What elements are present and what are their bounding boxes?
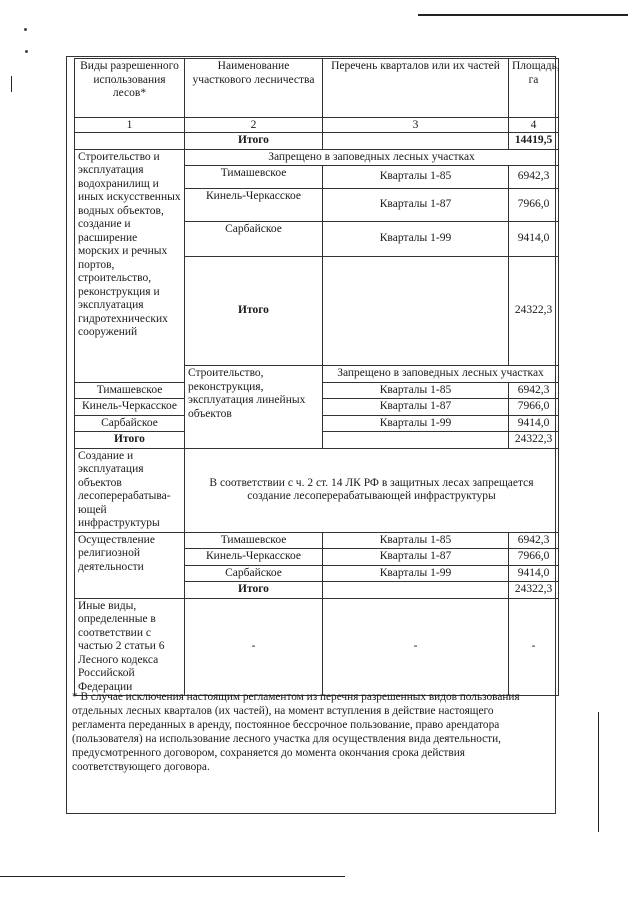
area-value: 9414,0 — [509, 565, 559, 582]
header-use-type: Виды разрешенного использования лесов* — [75, 59, 185, 118]
scan-dot — [24, 28, 27, 31]
total-label: Итого — [75, 432, 185, 449]
table-row — [75, 532, 559, 549]
area-value: 6942,3 — [509, 382, 559, 399]
table-header-row — [75, 59, 559, 118]
top-total-row — [75, 133, 559, 150]
area-value: 9414,0 — [509, 415, 559, 432]
area-value: 6942,3 — [509, 532, 559, 549]
forestry-name: Кинель-Черкасское — [185, 549, 323, 566]
total-value: 24322,3 — [509, 257, 559, 366]
scan-edge-bottom-left — [0, 876, 345, 877]
quarters: Кварталы 1-87 — [323, 399, 509, 416]
scan-edge-left — [11, 76, 12, 92]
forestry-name: Кинель-Черкасское — [75, 399, 185, 416]
forestry-name: Тимашевское — [75, 382, 185, 399]
section-4-type: Осуществление религиозной деятельности — [75, 532, 185, 598]
scan-edge-right — [598, 712, 599, 832]
quarters: Кварталы 1-87 — [323, 549, 509, 566]
section-1-banner-row — [75, 149, 559, 166]
dash-cell: - — [185, 598, 323, 696]
section-1-banner: Запрещено в заповедных лесных участках — [185, 149, 559, 166]
column-number-row — [75, 118, 559, 133]
col-number: 1 — [75, 118, 185, 133]
header-area: Площадь, га — [509, 59, 559, 118]
regulation-table — [74, 58, 559, 696]
quarters: Кварталы 1-85 — [323, 382, 509, 399]
total-label: Итого — [185, 582, 323, 599]
quarters: Кварталы 1-85 — [323, 166, 509, 189]
quarters: Кварталы 1-99 — [323, 415, 509, 432]
total-label: Итого — [185, 257, 323, 366]
section-2-type: Строительство, реконструкция, эксплуатация линейных объектов — [185, 366, 323, 449]
section-3-text: В соответствии с ч. 2 ст. 14 ЛК РФ в защитных лесах запрещается создание лесоперерабатывающей инфраструктуры — [185, 448, 559, 532]
area-value: 9414,0 — [509, 222, 559, 257]
header-quarters: Перечень кварталов или их частей — [323, 59, 509, 118]
total-label: Итого — [185, 133, 323, 150]
forestry-name: Тимашевское — [185, 166, 323, 189]
area-value: 6942,3 — [509, 166, 559, 189]
col-number: 3 — [323, 118, 509, 133]
area-value: 7966,0 — [509, 189, 559, 222]
forestry-name: Сарбайское — [185, 222, 323, 257]
scan-edge-top-right — [418, 14, 628, 16]
col-number: 2 — [185, 118, 323, 133]
total-value: 14419,5 — [509, 133, 559, 150]
quarters: Кварталы 1-87 — [323, 189, 509, 222]
total-value: 24322,3 — [509, 582, 559, 599]
quarters: Кварталы 1-99 — [323, 565, 509, 582]
dash-cell: - — [509, 598, 559, 696]
area-value: 7966,0 — [509, 399, 559, 416]
area-value: 7966,0 — [509, 549, 559, 566]
col-number: 4 — [509, 118, 559, 133]
section-3-row — [75, 448, 559, 532]
section-5-type: Иные виды, определенные в соответствии с частью 2 статьи 6 Лесного кодекса Российской Федерации — [75, 598, 185, 696]
total-value: 24322,3 — [509, 432, 559, 449]
section-5-row — [75, 598, 559, 696]
forestry-name: Тимашевское — [185, 532, 323, 549]
section-2-banner: Запрещено в заповедных лесных участках — [323, 366, 559, 383]
section-3-type: Создание и эксплуатация объектов лесоперерабатыва-ющей инфраструктуры — [75, 448, 185, 532]
header-forestry: Наименование участкового лесничества — [185, 59, 323, 118]
forestry-name: Сарбайское — [185, 565, 323, 582]
quarters: Кварталы 1-99 — [323, 222, 509, 257]
footnote: * В случае исключения настоящим регламентом из перечня разрешенных видов пользования отдельных лесных кварталов (их частей), на момент вступления в действие настоящего регламента переданных в аренду, постоянное бессрочное пользование, право арендатора (пользователя) на использование лесного участка для осуществления вида деятельности, предусмотренного договором, сохраняется до момента окончания срока действия соответствующего договора. — [72, 691, 520, 773]
quarters: Кварталы 1-85 — [323, 532, 509, 549]
scan-dot — [25, 50, 28, 53]
forestry-name: Кинель-Черкасское — [185, 189, 323, 222]
forestry-name: Сарбайское — [75, 415, 185, 432]
section-1-type: Строительство и эксплуатация водохранилищ и иных искусственных водных объектов, создание и расширение морских и речных портов, строительство, реконструкция и эксплуатация гидротехнических сооружений — [75, 149, 185, 382]
dash-cell: - — [323, 598, 509, 696]
